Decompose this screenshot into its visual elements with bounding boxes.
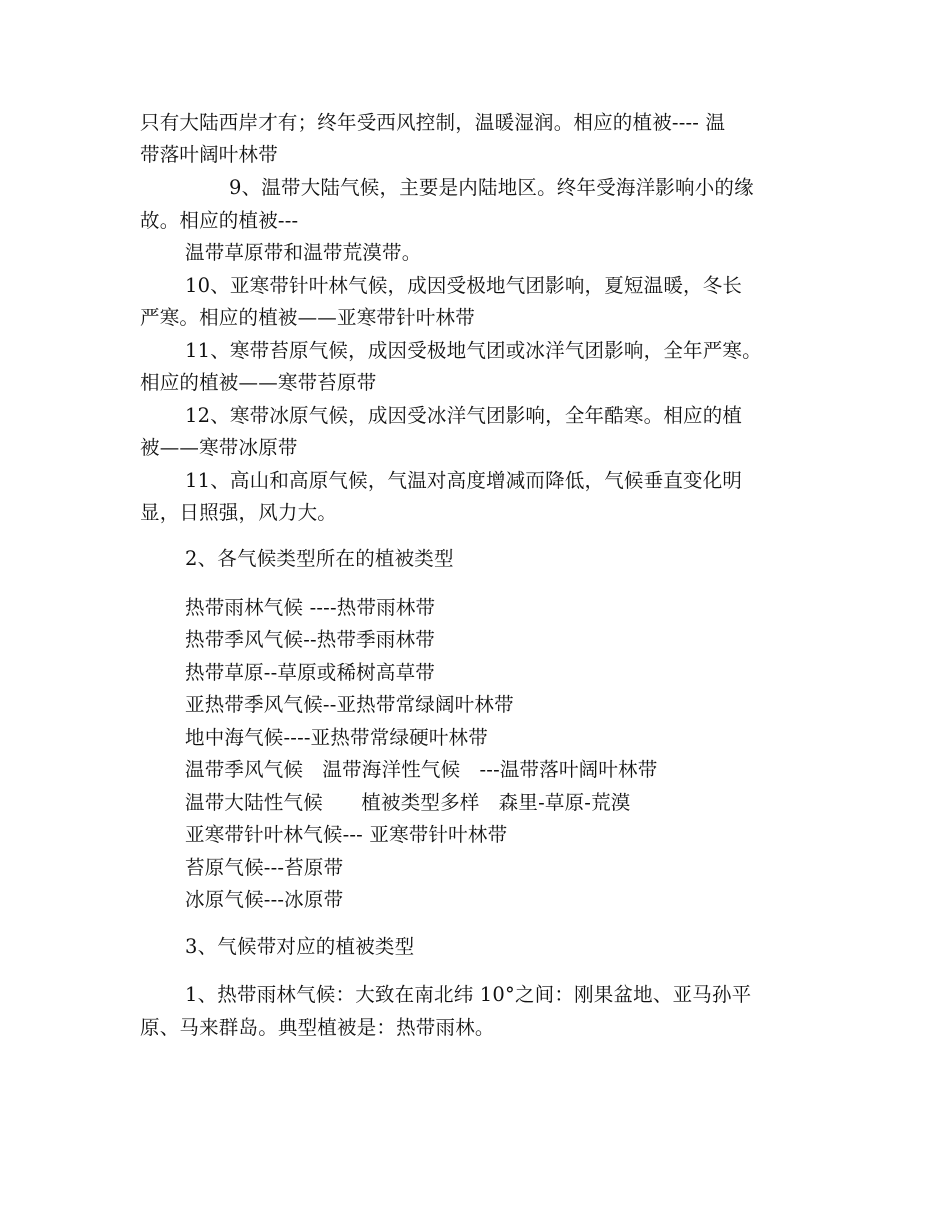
list-item: 热带草原--草原或稀树高草带 [185, 661, 435, 684]
paragraph-line: 原、马来群岛。典型植被是：热带雨林。 [140, 1016, 495, 1039]
paragraph-line: 9、温带大陆气候，主要是内陆地区。终年受海洋影响小的缘 [229, 176, 754, 199]
paragraph-line: 1、热带雨林气候：大致在南北纬 10°之间：刚果盆地、亚马孙平 [185, 983, 752, 1006]
paragraph-line: 故。相应的植被--- [140, 209, 299, 232]
paragraph-line: 11、寒带苔原气候，成因受极地气团或冰洋气团影响，全年严寒。 [185, 339, 762, 362]
list-item: 热带季风气候--热带季雨林带 [185, 628, 435, 651]
list-item: 苔原气候---苔原带 [185, 856, 344, 879]
paragraph-line: 温带草原带和温带荒漠带。 [185, 241, 422, 264]
paragraph-line: 严寒。相应的植被——亚寒带针叶林带 [140, 306, 475, 329]
list-item: 热带雨林气候 ----热带雨林带 [185, 596, 436, 619]
paragraph-line: 带落叶阔叶林带 [140, 143, 278, 166]
paragraph-line: 12、寒带冰原气候，成因受冰洋气团影响，全年酷寒。相应的植 [185, 404, 743, 427]
list-item: 温带季风气候 温带海洋性气候 ---温带落叶阔叶林带 [185, 758, 658, 781]
list-item: 地中海气候----亚热带常绿硬叶林带 [185, 726, 488, 749]
paragraph-line: 10、亚寒带针叶林气候，成因受极地气团影响，夏短温暖，冬长 [185, 274, 743, 297]
list-item: 亚寒带针叶林气候--- 亚寒带针叶林带 [185, 823, 508, 846]
list-item: 亚热带季风气候--亚热带常绿阔叶林带 [185, 693, 514, 716]
paragraph-line: 11、高山和高原气候，气温对高度增减而降低，气候垂直变化明 [185, 469, 743, 492]
list-item: 温带大陆性气候 植被类型多样 森里-草原-荒漠 [185, 791, 631, 814]
paragraph-line: 相应的植被——寒带苔原带 [140, 371, 377, 394]
paragraph-line: 被——寒带冰原带 [140, 436, 298, 459]
section-heading: 2、各气候类型所在的植被类型 [185, 547, 454, 570]
list-item: 冰原气候---冰原带 [185, 888, 344, 911]
section-heading: 3、气候带对应的植被类型 [185, 935, 415, 958]
paragraph-line: 显，日照强，风力大。 [140, 501, 338, 524]
paragraph-line: 只有大陆西岸才有；终年受西风控制，温暖湿润。相应的植被---- 温 [140, 111, 726, 134]
